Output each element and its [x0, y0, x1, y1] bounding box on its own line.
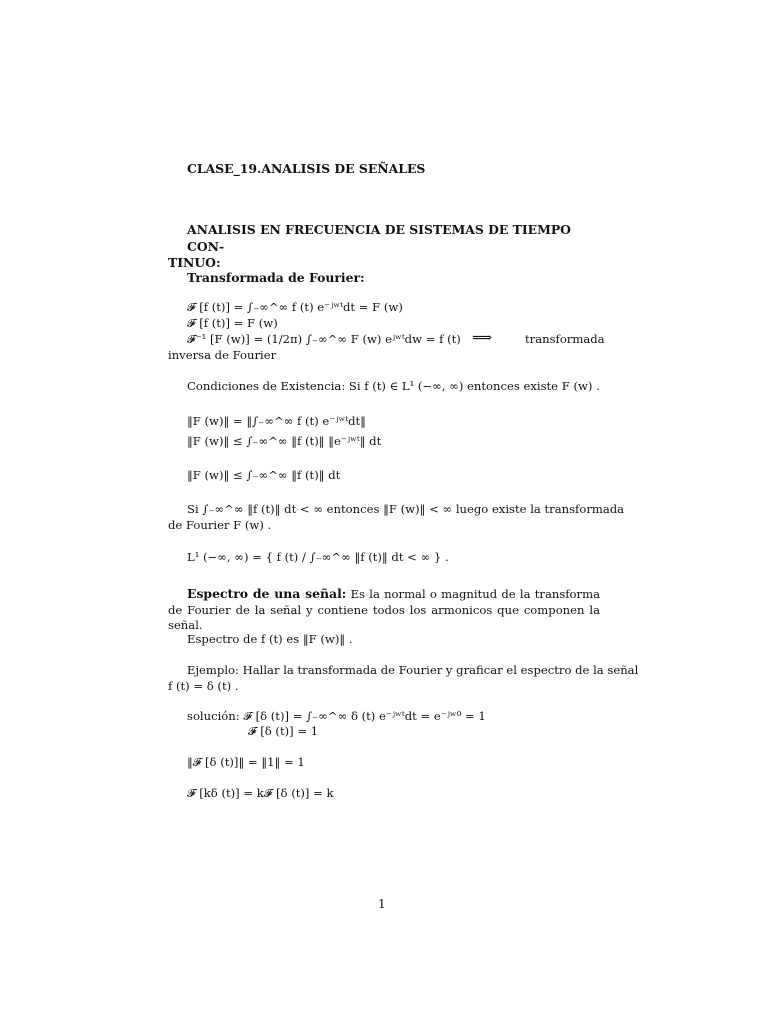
transformada-label: transformada: [525, 332, 605, 346]
si-line2: de Fourier F (w) .: [168, 517, 272, 532]
section-heading-line2: TINUO:: [168, 255, 221, 271]
si-line1: Si ∫₋∞^∞ ‖f (t)‖ dt < ∞ entonces ‖F (w)‖ < ∞ luego existe la transformada: [187, 502, 625, 516]
implies-arrow: ⟹: [472, 330, 493, 346]
equation-fourier-def: 𝓕 [f (t)] = ∫₋∞^∞ f (t) e⁻ʲʷᵗdt = F (w): [187, 300, 403, 314]
norm-equation-2: ‖F (w)‖ ≤ ∫₋∞^∞ ‖f (t)‖ ‖e⁻ʲʷᵗ‖ dt: [187, 434, 382, 448]
si-paragraph: [168, 502, 625, 533]
equation-inverse-fourier: 𝓕⁻¹ [F (w)] = (1/2π) ∫₋∞^∞ F (w) eʲʷᵗdw = f (t): [187, 332, 461, 346]
section-heading-line1: ANALISIS EN FRECUENCIA DE SISTEMAS DE TIEMPO CON-: [187, 222, 571, 254]
ejemplo-line1: Ejemplo: Hallar la transformada de Fourier y graficar el espectro de la señal: [187, 663, 639, 677]
solucion-line1: solución: 𝓕 [δ (t)] = ∫₋∞^∞ δ (t) e⁻ʲʷᵗdt = e⁻ʲʷ⁰ = 1: [187, 709, 486, 723]
fourier-subheading: Transformada de Fourier:: [187, 270, 365, 285]
page-number: 1: [378, 897, 386, 911]
equation-fourier-short: 𝓕 [f (t)] = F (w): [187, 316, 278, 330]
norm-equation-1: ‖F (w)‖ = ‖∫₋∞^∞ f (t) e⁻ʲʷᵗdt‖: [187, 414, 366, 428]
ejemplo-line2: f (t) = δ (t) .: [168, 678, 239, 693]
page-title: CLASE_19.ANALISIS DE SEÑALES: [187, 161, 426, 176]
norm-delta-equation: ‖𝓕 [δ (t)]‖ = ‖1‖ = 1: [187, 755, 305, 769]
espectro-term: Espectro de una señal:: [187, 586, 347, 601]
inversa-label: inversa de Fourier: [168, 348, 277, 362]
solucion-line2: 𝓕 [δ (t)] = 1: [248, 724, 319, 738]
existence-conditions: Condiciones de Existencia: Si f (t) ∈ L¹ (−∞, ∞) entonces existe F (w) .: [187, 379, 600, 393]
k-delta-equation: 𝓕 [kδ (t)] = k𝓕 [δ (t)] = k: [187, 786, 334, 800]
espectro-paragraph: [168, 586, 600, 634]
norm-equation-3: ‖F (w)‖ ≤ ∫₋∞^∞ ‖f (t)‖ dt: [187, 468, 341, 482]
L1-definition: L¹ (−∞, ∞) = { f (t) ∕ ∫₋∞^∞ ‖f (t)‖ dt < ∞ } .: [187, 550, 449, 564]
espectro-de-line: Espectro de f (t) es ‖F (w)‖ .: [187, 632, 353, 646]
section-heading: [168, 222, 600, 272]
espectro-definition: Es la normal o magnitud de la transforma de Fourier de la señal y contiene todos los armonicos que componen la señal.: [168, 587, 600, 633]
ejemplo-paragraph: [168, 663, 639, 694]
